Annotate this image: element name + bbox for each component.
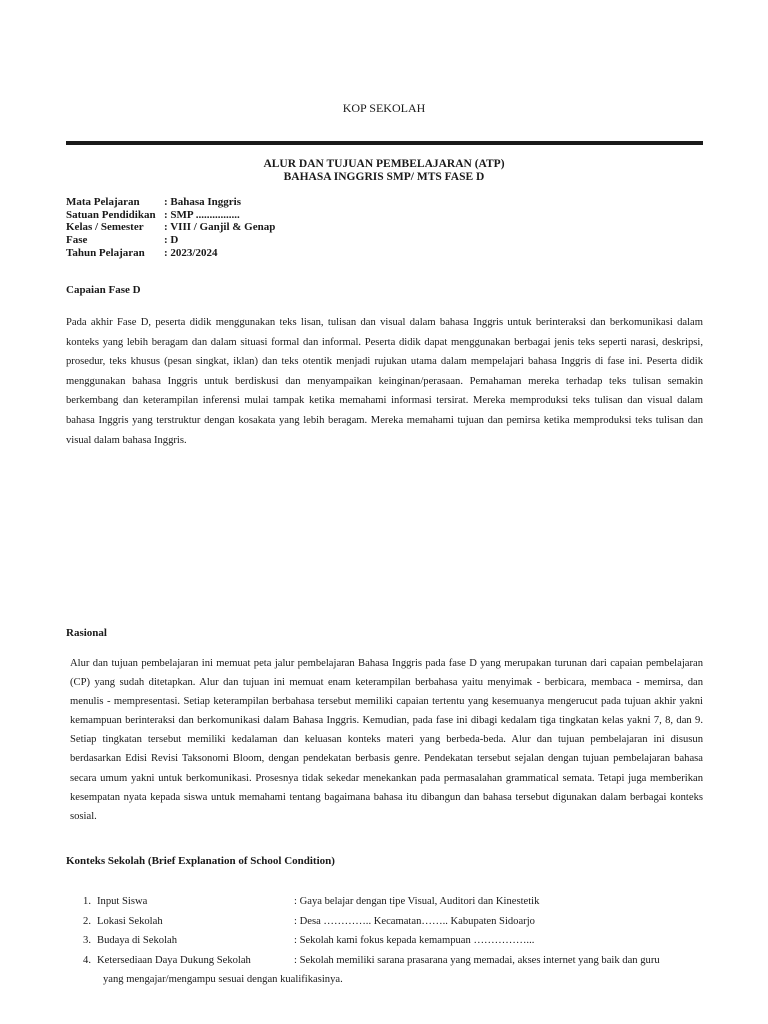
rasional-paragraph: Alur dan tujuan pembelajaran ini memuat peta jalur pembelajaran Bahasa Inggris pada fase D yang merupakan turunan dari capaian pembelajaran (CP) yang sudah ditetapkan. Alur dan tujuan ini memuat enam keterampilan berbahasa yaitu menyimak - berbicara, membaca - memirsa, dan menulis - mempresentasi. Setiap keterampilan berbahasa tersebut memiliki capaian tertentu yang kesemuanya mengerucut pada tujuan akhir yakni kemampuan berinteraksi dan berkomunikasi dalam Bahasa Inggris. Kemudian, pada fase ini dibagi kedalam tiga tingkatan kelas yakni 7, 8, dan 9. Setiap tingkatan tersebut memiliki kedalaman dan keluasan konteks materi yang berbeda-beda. Alur dan tujuan pembelajaran ini disusun berdasarkan Edisi Revisi Taksonomi Bloom, dengan pendekatan berbasis genre. Pendekatan tersebut sejalan dengan tujuan pembelajaran bahasa secara umum yakni untuk berkomunikasi. Prosesnya tidak sekedar menekankan pada permasalahan grammatical semata. Tetapi juga memberikan kesempatan nyata kepada siswa untuk memahami tentang bagaimana bahasa itu dibangun dan bahasa tersebut digunakan dalam berbagai konteks sosial. bbox=[70, 658, 703, 822]
list-value: : Sekolah memiliki sarana prasarana yang memadai, akses internet yang baik dan guru bbox=[294, 954, 660, 966]
meta-value: : D bbox=[164, 234, 179, 247]
list-number: 3. bbox=[83, 935, 91, 946]
konteks-heading: Konteks Sekolah (Brief Explanation of School Condition) bbox=[66, 855, 335, 867]
meta-value: : SMP ................ bbox=[164, 208, 240, 221]
meta-value: : Bahasa Inggris bbox=[164, 196, 242, 208]
meta-row-phase bbox=[66, 234, 275, 247]
school-context-list bbox=[66, 892, 703, 990]
list-value-continuation: yang mengajar/mengampu sesuai dengan kualifikasinya. bbox=[103, 974, 343, 985]
meta-label: Fase bbox=[66, 234, 88, 247]
header-divider bbox=[66, 141, 703, 145]
list-label: Ketersediaan Daya Dukung Sekolah bbox=[97, 954, 251, 966]
list-number: 2. bbox=[83, 915, 91, 927]
letterhead-placeholder: KOP SEKOLAH bbox=[342, 101, 426, 115]
list-value: : Sekolah kami fokus kepada kemampuan ……………... bbox=[294, 935, 535, 946]
list-number: 1. bbox=[83, 896, 91, 907]
list-item bbox=[66, 931, 703, 951]
list-item bbox=[66, 951, 703, 971]
meta-value: : VIII / Ganjil & Genap bbox=[164, 221, 276, 234]
list-label: Lokasi Sekolah bbox=[97, 915, 163, 927]
meta-row-class bbox=[66, 221, 275, 234]
meta-label: Tahun Pelajaran bbox=[66, 246, 145, 259]
list-label: Input Siswa bbox=[97, 896, 148, 907]
meta-label: Kelas / Semester bbox=[66, 221, 144, 234]
meta-row-year bbox=[66, 247, 275, 260]
capaian-paragraph: Pada akhir Fase D, peserta didik menggunakan teks lisan, tulisan dan visual dalam bahasa Inggris untuk berinteraksi dan berkomunikasi dalam konteks yang lebih beragam dan dalam situasi formal dan informal. Peserta didik dapat menggunakan berbagai jenis teks seperti narasi, deskripsi, prosedur, teks khusus (pesan singkat, iklan) dan teks otentik menjadi rujukan utama dalam mempelajari bahasa Inggris di fase ini. Peserta didik menggunakan bahasa Inggris untuk berdiskusi dan menyampaikan keinginan/perasaan. Pemahaman mereka terhadap teks tulisan semakin berkembang dan keterampilan inferensi mulai tampak ketika memahami informasi tersirat. Mereka memproduksi teks tulisan dan visual dalam bahasa Inggris yang terstruktur dengan kosakata yang lebih beragam. Mereka memahami tujuan dan pemirsa ketika memproduksi teks tulisan dan visual dalam bahasa Inggris. bbox=[66, 317, 703, 446]
meta-label: Mata Pelajaran bbox=[66, 196, 140, 208]
rasional-heading: Rasional bbox=[66, 627, 107, 639]
meta-row-school-unit bbox=[66, 209, 275, 222]
list-label: Budaya di Sekolah bbox=[97, 935, 178, 946]
document-title: ALUR DAN TUJUAN PEMBELAJARAN (ATP) bbox=[263, 158, 505, 170]
list-value: : Desa ………….. Kecamatan…….. Kabupaten Sidoarjo bbox=[294, 915, 535, 927]
list-value: : Gaya belajar dengan tipe Visual, Auditori dan Kinestetik bbox=[294, 896, 540, 907]
subject-info bbox=[66, 196, 275, 260]
capaian-heading: Capaian Fase D bbox=[66, 284, 141, 296]
meta-value: : 2023/2024 bbox=[164, 246, 218, 259]
list-item bbox=[66, 892, 703, 912]
meta-row-subject bbox=[66, 196, 275, 209]
list-number: 4. bbox=[83, 954, 91, 966]
meta-label: Satuan Pendidikan bbox=[66, 208, 156, 221]
list-item bbox=[66, 912, 703, 932]
document-subtitle: BAHASA INGGRIS SMP/ MTS FASE D bbox=[283, 171, 485, 183]
